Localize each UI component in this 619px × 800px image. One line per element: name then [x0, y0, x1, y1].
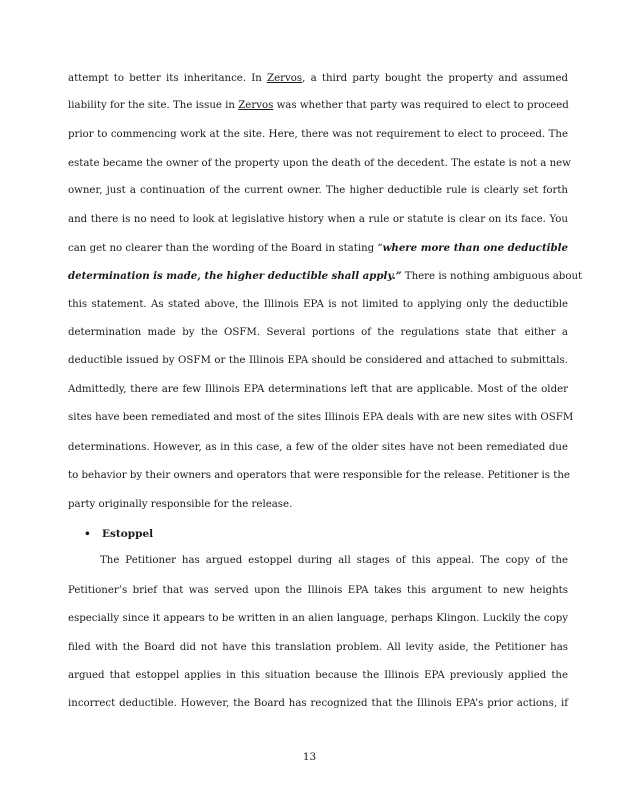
- text-line: filed with the Board did not have this translation problem. All levity aside, the Petitioner has: [68, 642, 568, 653]
- text-line: argued that estoppel applies in this situation because the Illinois EPA previously applied the: [68, 670, 568, 681]
- bullet-icon: •: [84, 528, 91, 540]
- text-line: attempt to better its inheritance. In Zervos, a third party bought the property and assumed: [68, 73, 568, 84]
- case-citation: Zervos: [238, 100, 274, 111]
- text-line: party originally responsible for the release.: [68, 499, 293, 510]
- text-line: deductible issued by OSFM or the Illinois EPA should be considered and attached to submittals.: [68, 355, 568, 366]
- text-line: owner, just a continuation of the current owner. The higher deductible rule is clearly set forth: [68, 185, 568, 196]
- section-heading: [84, 527, 153, 541]
- text-line: determinations. However, as in this case, a few of the older sites have not been remediated due: [68, 442, 568, 453]
- text-line: especially since it appears to be written in an alien language, perhaps Klingon. Luckily the copy: [68, 613, 568, 624]
- text-line: The Petitioner has argued estoppel during all stages of this appeal. The copy of the: [100, 555, 568, 566]
- emphasized-quote: determination is made, the higher deductible shall apply.”: [68, 270, 402, 282]
- text-line: and there is no need to look at legislative history when a rule or statute is clear on its face. You: [68, 214, 568, 225]
- text-line: prior to commencing work at the site. Here, there was not requirement to elect to proceed. The: [68, 129, 568, 140]
- emphasized-quote: where more than one deductible: [382, 242, 569, 254]
- text-line: can get no clearer than the wording of the Board in stating “where more than one deductible: [68, 242, 569, 254]
- text-line: Petitioner’s brief that was served upon the Illinois EPA takes this argument to new heights: [68, 585, 568, 596]
- page-number: 13: [302, 751, 317, 763]
- section-heading-label: Estoppel: [102, 528, 154, 540]
- text-line: this statement. As stated above, the Illinois EPA is not limited to applying only the deductible: [68, 299, 568, 310]
- text-line: estate became the owner of the property upon the death of the decedent. The estate is not a new: [68, 158, 571, 169]
- text-line: determination is made, the higher deductible shall apply.” There is nothing ambiguous about: [68, 270, 583, 282]
- text-line: incorrect deductible. However, the Board has recognized that the Illinois EPA’s prior actions, if: [68, 698, 568, 709]
- text-line: Admittedly, there are few Illinois EPA determinations left that are applicable. Most of the older: [68, 384, 568, 395]
- text-line: determination made by the OSFM. Several portions of the regulations state that either a: [68, 327, 568, 338]
- text-line: sites have been remediated and most of the sites Illinois EPA deals with are new sites with OSFM: [68, 412, 574, 423]
- text-line: to behavior by their owners and operators that were responsible for the release. Petitioner is the: [68, 470, 570, 481]
- case-citation: Zervos: [267, 73, 303, 84]
- text-line: liability for the site. The issue in Zervos was whether that party was required to elect to proceed: [68, 100, 569, 111]
